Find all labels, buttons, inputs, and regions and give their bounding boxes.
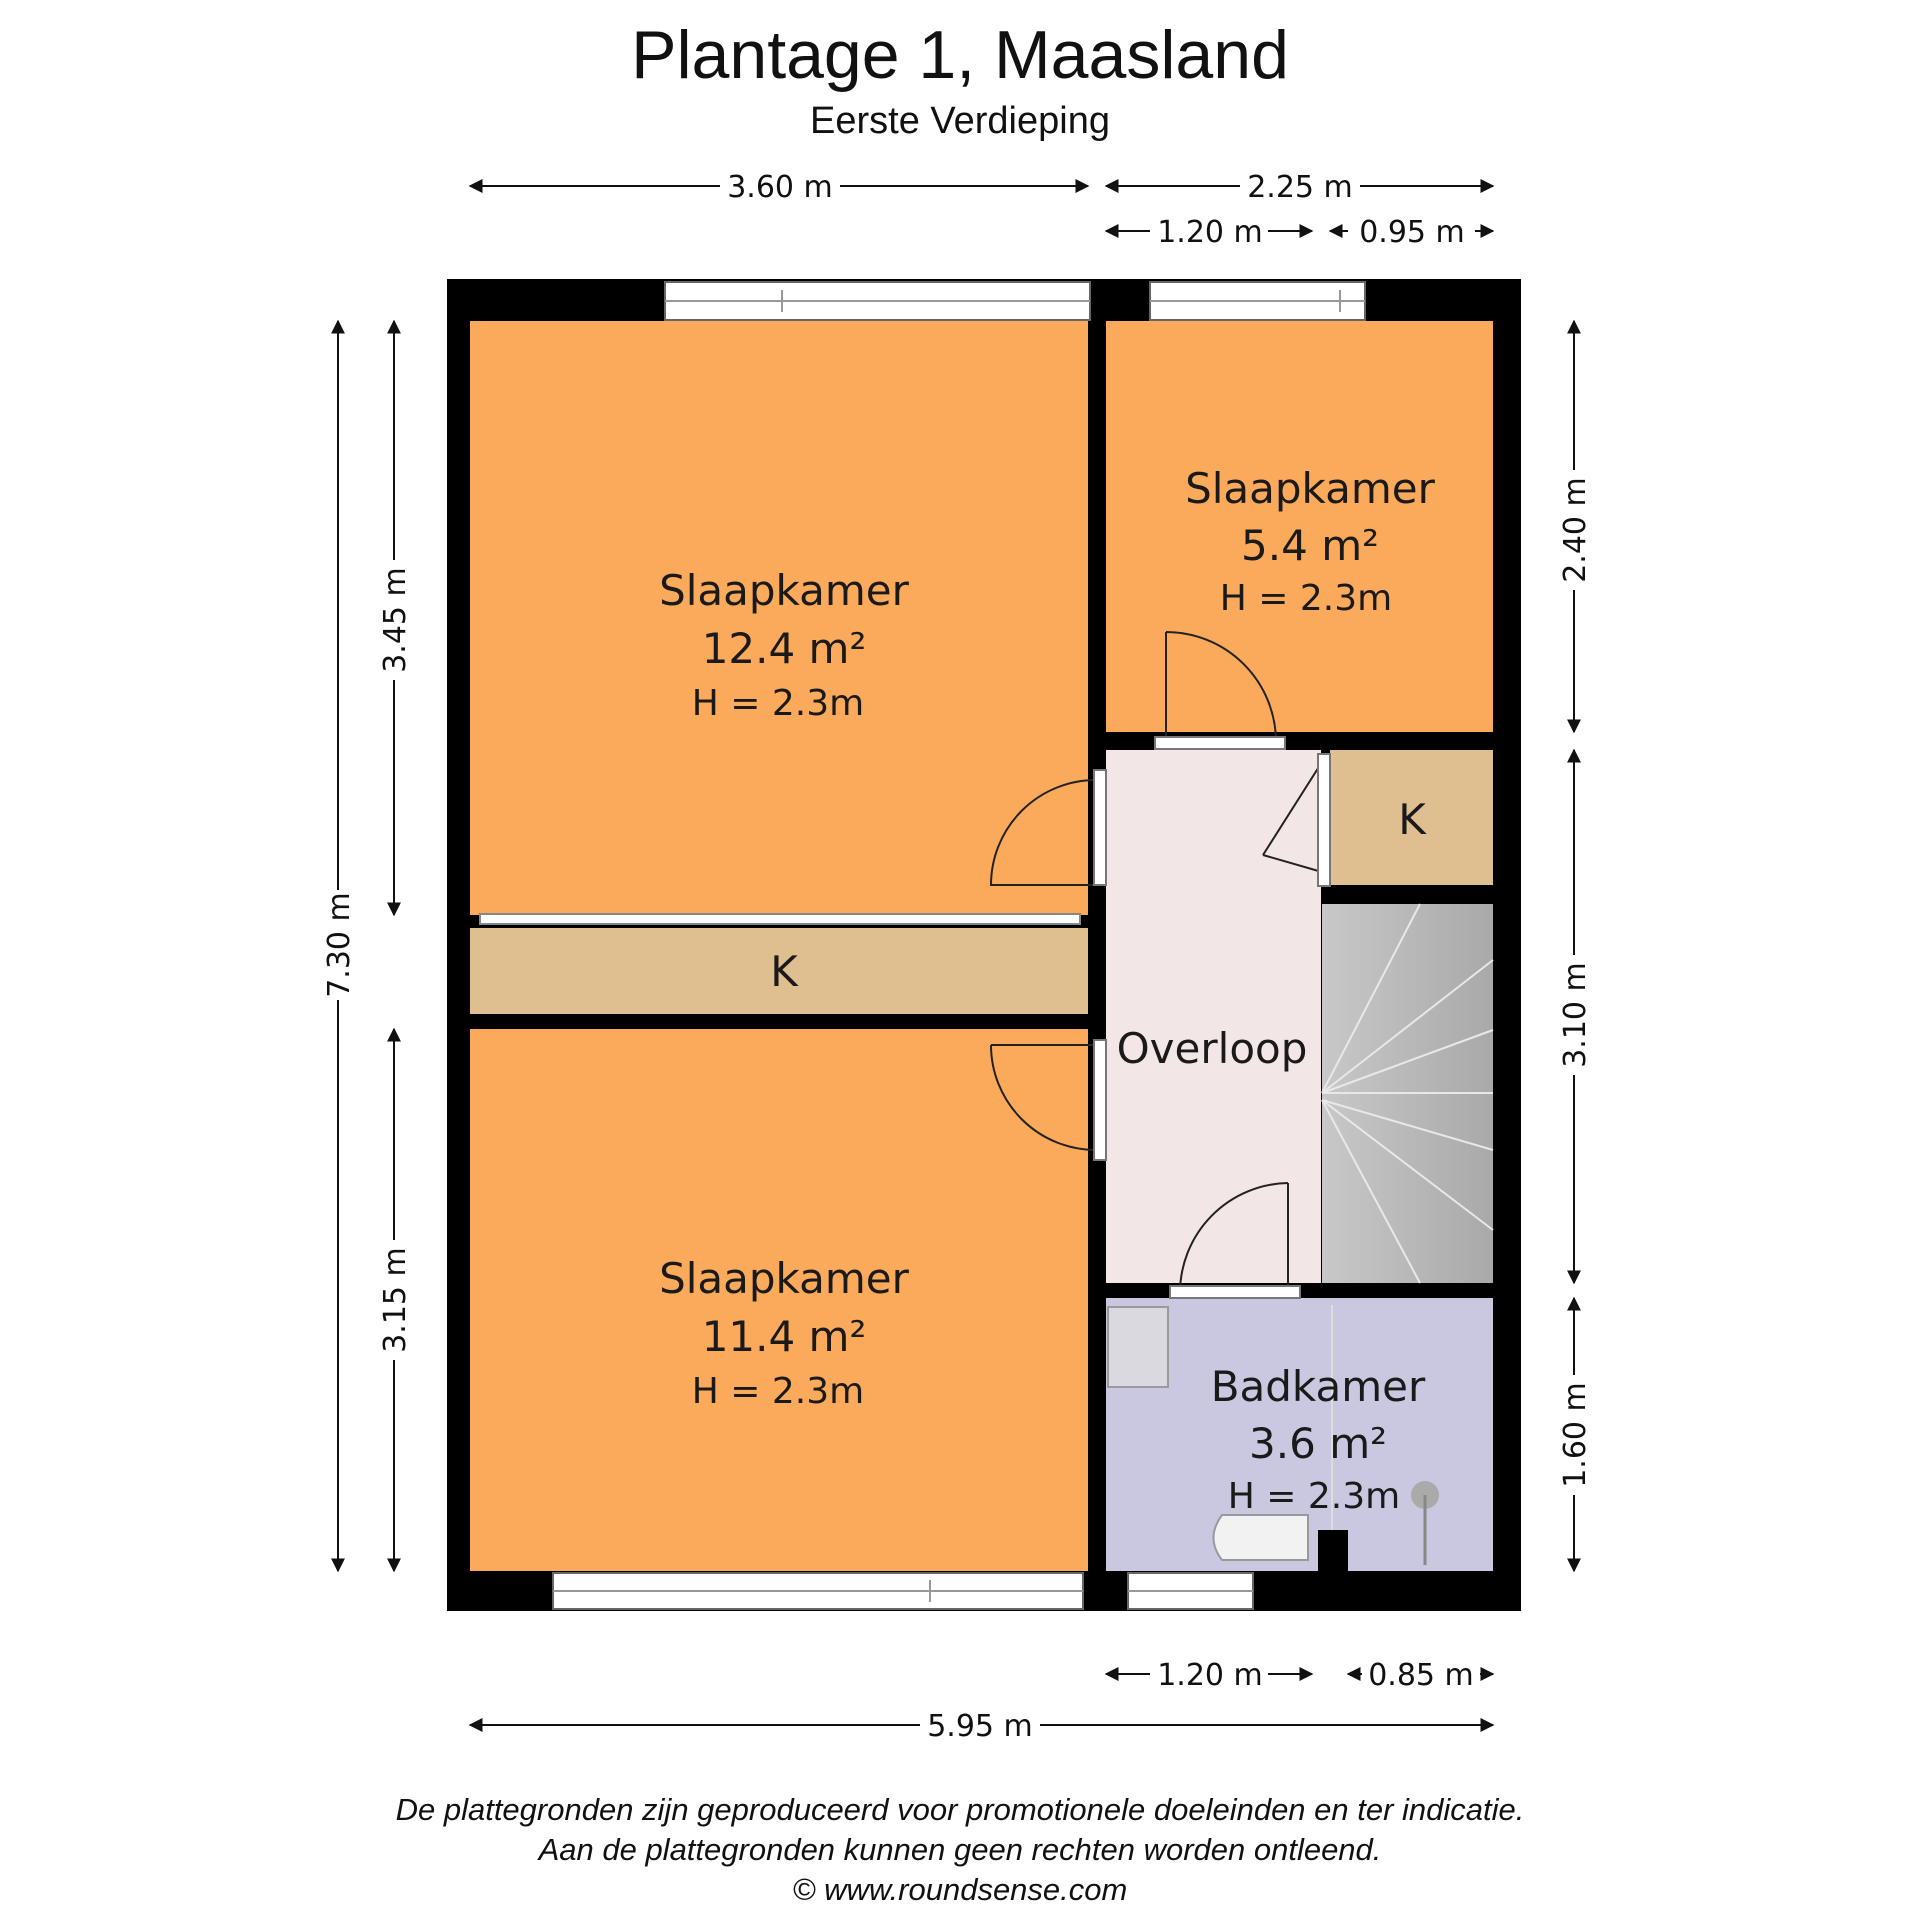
dim-top-right-a: 1.20 m: [1157, 215, 1263, 250]
label-closet-right: K: [1398, 795, 1426, 844]
dim-left-lower: 3.15 m: [378, 1247, 413, 1353]
disclaimer: [0, 1790, 1920, 1910]
dim-left-upper: 3.45 m: [378, 567, 413, 673]
svg-text:11.4 m²: 11.4 m²: [701, 1312, 867, 1361]
svg-text:Slaapkamer: Slaapkamer: [659, 1254, 909, 1303]
dim-left-total: 7.30 m: [322, 892, 357, 998]
room-bedroom-large: [470, 321, 1088, 915]
floor-subtitle: Eerste Verdieping: [810, 100, 1110, 142]
plan-title: Plantage 1, Maasland: [631, 17, 1289, 93]
closet-sliding-doors: [480, 914, 1080, 924]
svg-text:12.4 m²: 12.4 m²: [701, 624, 867, 673]
dim-bottom-b: 0.85 m: [1368, 1658, 1474, 1693]
dim-bottom-a: 1.20 m: [1157, 1658, 1263, 1693]
label-landing: Overloop: [1116, 1024, 1308, 1073]
disclaimer-line-1: De plattegronden zijn geproduceerd voor promotionele doeleinden en ter indicatie.: [395, 1792, 1525, 1827]
bathroom-partition: [1318, 1530, 1348, 1571]
svg-text:5.4 m²: 5.4 m²: [1241, 521, 1379, 570]
svg-text:Slaapkamer: Slaapkamer: [659, 566, 909, 615]
toilet-icon: [1214, 1515, 1309, 1560]
svg-text:Slaapkamer: Slaapkamer: [1185, 464, 1435, 513]
svg-text:H = 2.3m: H = 2.3m: [1219, 578, 1393, 619]
svg-text:3.6 m²: 3.6 m²: [1249, 1419, 1387, 1468]
dim-right-upper: 2.40 m: [1558, 477, 1593, 583]
dim-right-middle: 3.10 m: [1558, 962, 1593, 1068]
dim-top-left: 3.60 m: [727, 170, 833, 205]
svg-text:Badkamer: Badkamer: [1210, 1362, 1426, 1411]
dim-top-right: 2.25 m: [1247, 170, 1353, 205]
disclaimer-line-2: Aan de plattegronden kunnen geen rechten worden ontleend.: [538, 1832, 1382, 1867]
svg-text:H = 2.3m: H = 2.3m: [691, 683, 865, 724]
sink-icon: [1108, 1307, 1168, 1387]
dim-bottom-total: 5.95 m: [927, 1709, 1033, 1744]
svg-text:H = 2.3m: H = 2.3m: [1227, 1476, 1401, 1517]
label-closet-left: K: [770, 947, 798, 996]
dim-top-right-b: 0.95 m: [1359, 215, 1465, 250]
dim-right-lower: 1.60 m: [1558, 1382, 1593, 1488]
svg-text:H = 2.3m: H = 2.3m: [691, 1371, 865, 1412]
copyright: © www.roundsense.com: [792, 1872, 1128, 1907]
